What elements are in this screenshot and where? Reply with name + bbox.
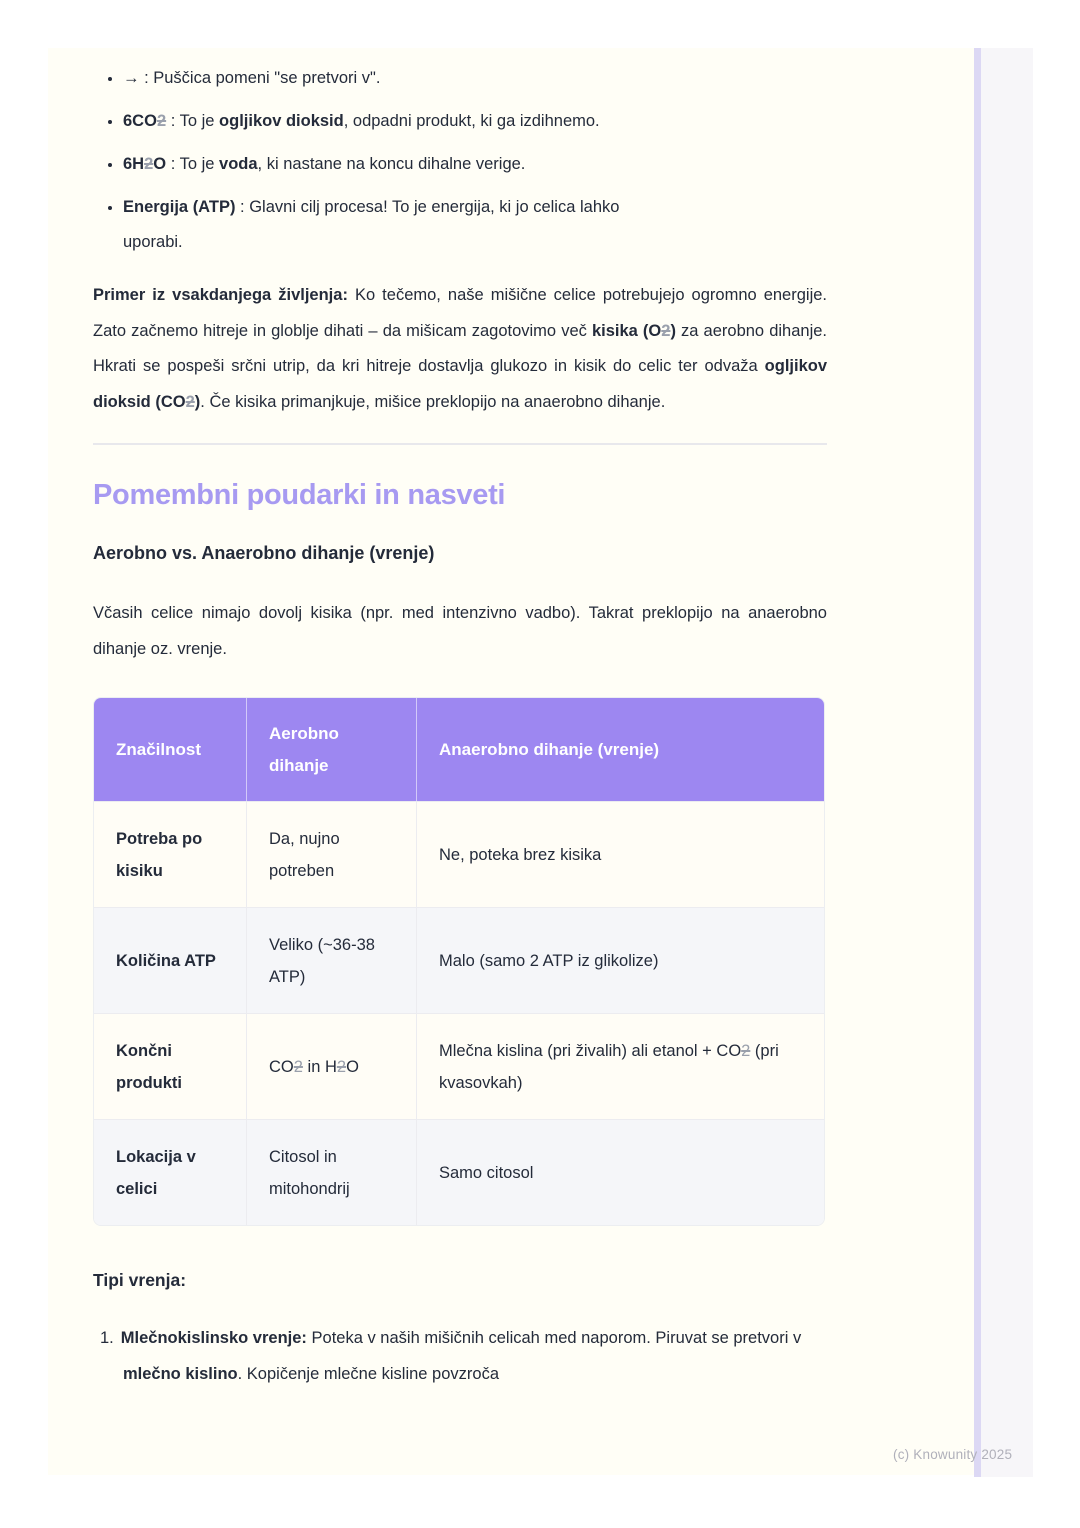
table-cell <box>416 1013 825 1119</box>
term: Energija (ATP) <box>123 198 236 216</box>
term: O <box>153 155 167 173</box>
term: mlečno kislino <box>123 1364 238 1383</box>
subscript-struck: 2 <box>661 321 671 340</box>
row-label: Lokacija v celici <box>94 1119 246 1225</box>
term: kisika (O <box>591 321 662 340</box>
row-label: Končni produkti <box>94 1013 246 1119</box>
table-row <box>94 1013 825 1119</box>
table-cell: Veliko (~36-38 ATP) <box>246 907 416 1013</box>
subscript-struck: 2 <box>144 155 154 173</box>
term: ogljikov dioksid <box>219 112 344 130</box>
list-item-text: , odpadni produkt, ki ga izdihnemo. <box>343 112 600 130</box>
row-label: Potreba po kisiku <box>94 801 246 907</box>
subscript-struck: 2 <box>741 1041 751 1060</box>
list-item-text: Poteka v naših mišičnih celicah med naporom. Piruvat se pretvori v <box>306 1329 802 1347</box>
list-item-text: uporabi. <box>123 233 183 251</box>
list-item-text: . Kopičenje mlečne kisline povzroča <box>237 1364 500 1383</box>
comparison-table <box>93 697 825 1226</box>
list-item-text: : To je <box>166 112 220 130</box>
paragraph-text: za aerobno dihanje. Hkrati se pospeši srčni utrip, da kri hitreje dostavlja glukozo in kisik do celic ter odvaža <box>93 321 828 375</box>
list-item <box>123 104 827 139</box>
list-item-text: : Glavni cilj procesa! To je energija, ki jo celica lahko <box>235 198 620 216</box>
table-cell: Citosol in mitohondrij <box>246 1119 416 1225</box>
example-paragraph <box>93 278 827 420</box>
row-label: Količina ATP <box>94 907 246 1013</box>
section-heading: Pomembni poudarki in nasveti <box>93 479 506 511</box>
cell-text: (pri kvasovkah) <box>439 1041 779 1092</box>
fermentation-types-list <box>93 1321 827 1392</box>
subscript-struck: 2 <box>156 112 167 130</box>
term: 6H <box>123 155 145 173</box>
paragraph-text: Ko tečemo, naše mišične celice potrebujejo ogromno energije. Zato začnemo hitreje in globlje dihati – da mišicam zagotovimo več <box>93 286 827 340</box>
watermark: (c) Knowunity 2025 <box>893 1447 1013 1462</box>
notes-page <box>48 48 975 1475</box>
table-header-row <box>94 698 825 801</box>
page-content <box>93 48 827 1392</box>
formula-text: CO <box>269 1057 294 1076</box>
term: Mlečnokislinsko vrenje: <box>120 1329 307 1347</box>
next-page-preview <box>981 48 1033 1477</box>
table-cell: Da, nujno potreben <box>246 801 416 907</box>
table-row <box>94 1119 825 1225</box>
paragraph-text: . Če kisika primanjkuje, mišice preklopijo na anaerobno dihanje. <box>200 392 666 411</box>
list-item-text: : Puščica pomeni "se pretvori v". <box>139 69 381 87</box>
reaction-legend-list <box>93 61 827 260</box>
term: voda <box>219 155 258 173</box>
list-item <box>123 147 827 182</box>
table-cell: Ne, poteka brez kisika <box>416 801 825 907</box>
column-header: Anaerobno dihanje (vrenje) <box>416 698 825 801</box>
list-item-text: , ki nastane na koncu dihalne verige. <box>257 155 526 173</box>
paragraph-lead: Primer iz vsakdanjega življenja: <box>93 286 348 304</box>
subscript-struck: 2 <box>293 1057 303 1076</box>
cell-text: Mlečna kislina (pri živalih) ali etanol + CO <box>439 1041 742 1060</box>
page-edge-divider <box>974 48 981 1477</box>
term: 6CO <box>123 112 157 130</box>
fermentation-types-heading: Tipi vrenja: <box>93 1270 187 1290</box>
subscript-struck: 2 <box>336 1057 347 1076</box>
subscript-struck: 2 <box>185 392 195 411</box>
list-number: 1. <box>100 1329 114 1347</box>
intro-paragraph: Včasih celice nimajo dovolj kisika (npr. med intenzivno vadbo). Takrat preklopijo na anaerobno dihanje oz. vrenje. <box>93 604 827 658</box>
arrow-glyph: → <box>123 69 140 87</box>
term: ogljikov dioksid (CO <box>93 357 827 411</box>
column-header: Značilnost <box>94 698 246 801</box>
term: ) <box>670 321 676 340</box>
list-item <box>123 190 827 260</box>
table-cell: Malo (samo 2 ATP iz glikolize) <box>416 907 825 1013</box>
subsection-heading: Aerobno vs. Anaerobno dihanje (vrenje) <box>93 543 435 563</box>
list-item <box>123 61 827 96</box>
term: ) <box>194 392 201 411</box>
formula-text: in H <box>302 1057 337 1076</box>
numbered-list-item <box>93 1321 827 1392</box>
table-cell <box>246 1013 416 1119</box>
formula-text: O <box>346 1057 359 1076</box>
table-row <box>94 801 825 907</box>
list-item-text: : To je <box>166 155 220 173</box>
table-row <box>94 907 825 1013</box>
section-divider <box>93 443 827 445</box>
table-cell: Samo citosol <box>416 1119 825 1225</box>
column-header: Aerobno dihanje <box>246 698 416 801</box>
